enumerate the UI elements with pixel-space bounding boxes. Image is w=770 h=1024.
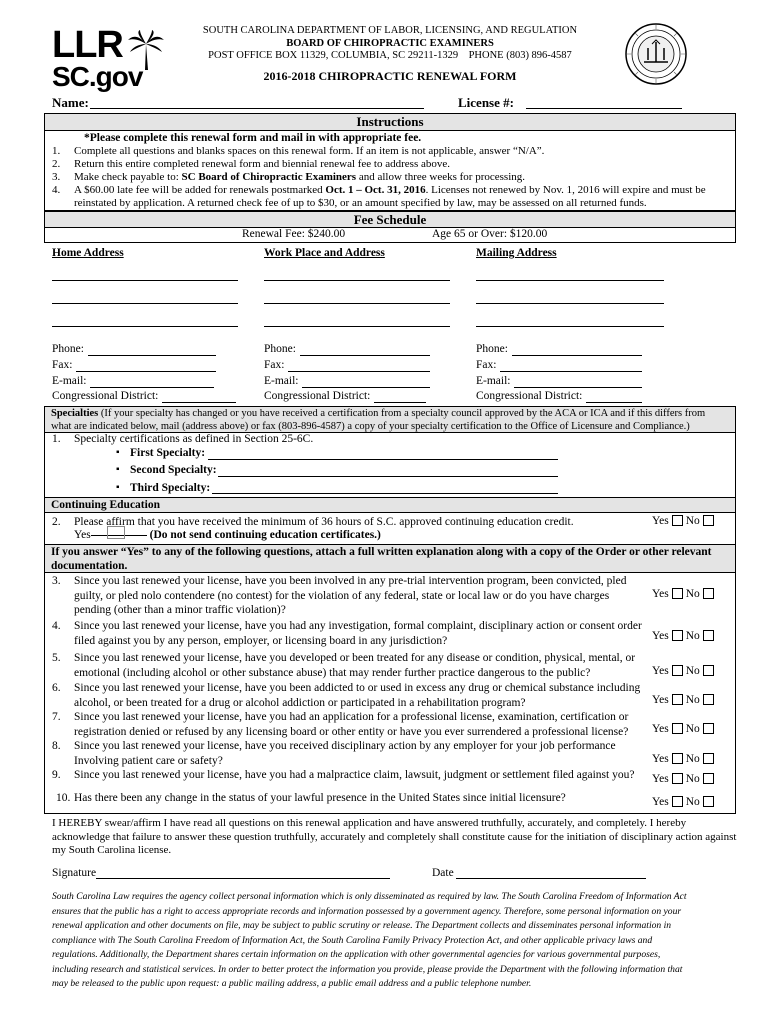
work-address-line[interactable]: [264, 303, 450, 304]
question-text-line2: alcohol, or been treated for a drug or alcohol addiction or participated in a rehabilitation program?: [74, 696, 526, 709]
yes-label: Yes: [652, 753, 669, 765]
yes-checkbox[interactable]: [672, 723, 683, 734]
no-checkbox[interactable]: [703, 588, 714, 599]
question-text: Since you last renewed your license, have you received disciplinary action by any employer for your job performance: [74, 740, 616, 752]
second-specialty-field[interactable]: [218, 476, 558, 477]
llr-logo: [52, 24, 162, 94]
question-text: Please affirm that you have received the minimum of 36 hours of S.C. approved continuing education credit.: [74, 516, 574, 528]
no-label: No: [685, 753, 700, 765]
instructions-header: [44, 113, 736, 131]
no-checkbox[interactable]: [703, 630, 714, 641]
continuing-education-heading: Continuing Education: [51, 499, 160, 511]
date-field[interactable]: [456, 878, 646, 879]
board-name: BOARD OF CHIROPRACTIC EXAMINERS: [286, 37, 494, 49]
yes-checkbox[interactable]: [672, 773, 683, 784]
work-district-field[interactable]: [374, 402, 426, 403]
instruction-text-cont: . Licenses not renewed by Nov. 1, 2016 will expire and must be: [425, 184, 706, 196]
yes-checkbox[interactable]: [672, 515, 683, 526]
question-number: 4.: [52, 620, 61, 632]
mailing-district-label: Congressional District:: [476, 390, 583, 402]
privacy-notice: [52, 890, 732, 992]
home-phone-label: Phone:: [52, 343, 84, 355]
home-address-line[interactable]: [52, 303, 238, 304]
work-email-label: E-mail:: [264, 375, 299, 387]
home-district-field[interactable]: [162, 402, 236, 403]
yes-no-pair: [652, 796, 717, 808]
no-checkbox[interactable]: [703, 773, 714, 784]
attestation-line: my South Carolina license.: [52, 844, 172, 856]
work-address-line[interactable]: [264, 280, 450, 281]
yes-label: Yes: [652, 515, 669, 527]
disclosure-heading: If you answer “Yes” to any of the following questions, attach a full written explanation along with a copy of the Order or other relevant: [51, 546, 712, 558]
fee-row: [44, 228, 736, 243]
yes-label: Yes: [652, 723, 669, 735]
privacy-line: including research and statistical services. In order to better protect the information you provide, please provide the Department with the following information that: [52, 963, 683, 975]
work-fax-field[interactable]: [288, 371, 430, 372]
yes-no-pair: [652, 773, 717, 785]
renewal-fee: Renewal Fee: $240.00: [242, 228, 346, 240]
yes-label: Yes: [652, 665, 669, 677]
question-text-line2: guilty, or pled nolo contendere (no contest) for the violation of any federal, state or local law or do you have charges: [74, 589, 610, 602]
mailing-address-line[interactable]: [476, 326, 664, 327]
instruction-text: Return this entire completed renewal form and biennial renewal fee to address above.: [74, 158, 450, 170]
question-text-line3: pending (other than a minor traffic violation)?: [74, 604, 286, 616]
instruction-number: 4.: [52, 184, 61, 196]
privacy-line: may be released to the public upon request: a public mailing address, a public email address and a public telephone number.: [52, 978, 532, 989]
no-checkbox[interactable]: [703, 515, 714, 526]
work-address-heading: Work Place and Address: [264, 247, 385, 259]
attestation-line: acknowledge that failure to answer these question truthfully, accurately and completely shall constitute cause for the initiation of disciplinary action against: [52, 830, 737, 843]
question-number: 8.: [52, 740, 61, 752]
privacy-line: regulations. Additionally, the Department shares certain information on the application with other governmental agencies for various governmental purposes,: [52, 949, 661, 960]
yes-no-pair: [652, 694, 717, 706]
question-number: 9.: [52, 769, 61, 781]
question-text-line2: filed against you by any person, employer, or licensing board in any jurisdiction?: [74, 634, 448, 647]
privacy-line: ensures that the public has a right to access appropriate records and information possessed by a government agency. Therefore, some personal information on your: [52, 905, 682, 917]
header-block: [180, 25, 600, 63]
yes-no-pair: [652, 630, 717, 642]
work-address-line[interactable]: [264, 326, 450, 327]
no-label: No: [685, 694, 700, 706]
bullet-icon: ▪: [116, 464, 120, 475]
name-label: Name:: [52, 95, 89, 110]
mailing-address-line[interactable]: [476, 303, 664, 304]
third-specialty-field[interactable]: [212, 493, 558, 494]
yes-label: Yes: [652, 630, 669, 642]
yes-no-pair: [652, 723, 717, 735]
privacy-line: South Carolina Law requires the agency collect personal information which is only disseminated as required by law. The South Carolina Freedom of Information Act: [52, 891, 687, 902]
home-phone-field[interactable]: [88, 355, 216, 356]
home-fax-label: Fax:: [52, 359, 73, 371]
specialties-label: Specialties: [51, 408, 99, 419]
yes-checkbox[interactable]: [672, 588, 683, 599]
yes-label: Yes: [652, 796, 669, 808]
llr-logo-text: LLR: [52, 24, 123, 66]
attestation: [52, 817, 736, 858]
instruction-text: Make check payable to:: [74, 171, 182, 183]
signature-label: Signature: [52, 867, 97, 879]
disclosure-heading-line2: documentation.: [51, 559, 128, 572]
yes-label: Yes: [652, 773, 669, 785]
instructions-intro: *Please complete this renewal form and mail in with appropriate fee.: [84, 132, 422, 144]
question-number: 2.: [52, 516, 61, 528]
specialties-header: [44, 406, 736, 433]
yes-no-pair: [652, 515, 717, 527]
mailing-address-heading: Mailing Address: [476, 247, 557, 259]
question-number: 1.: [52, 433, 61, 445]
first-specialty-label: First Specialty:: [130, 447, 206, 459]
yes-label: Yes: [652, 694, 669, 706]
no-label: No: [685, 723, 700, 735]
name-field[interactable]: [90, 108, 424, 109]
question-number: 10.: [56, 792, 71, 804]
yes-checkbox[interactable]: [672, 796, 683, 807]
board-address: POST OFFICE BOX 11329, COLUMBIA, SC 29211-1329 PHONE (803) 896-4587: [208, 50, 572, 61]
instruction-number: 2.: [52, 158, 61, 170]
department-name: SOUTH CAROLINA DEPARTMENT OF LABOR, LICENSING, AND REGULATION: [202, 25, 578, 36]
mailing-fax-label: Fax:: [476, 359, 497, 371]
yes-checkbox[interactable]: [672, 665, 683, 676]
ce-note: (Do not send continuing education certificates.): [149, 529, 381, 541]
mailing-phone-field[interactable]: [512, 355, 642, 356]
question-text-line2: Involving patient care or safety?: [74, 754, 223, 767]
attestation-line: I HEREBY swear/affirm I have read all questions on this renewal application and have answered truthfully, accurately, and completely. I hereby: [52, 817, 687, 829]
work-phone-label: Phone:: [264, 343, 296, 355]
home-district-label: Congressional District:: [52, 390, 159, 402]
mailing-district-field[interactable]: [586, 402, 642, 403]
specialties-note: (If your specialty has changed or you have received a certification from a specialty council approved by the ACA or ICA and if this differs from: [98, 408, 706, 419]
question-text: Since you last renewed your license, have you had an application for a professional license, examination, certification or: [74, 711, 629, 723]
question-number: 5.: [52, 652, 61, 664]
fee-schedule-header: [44, 211, 736, 228]
ce-yes-label: Yes: [74, 529, 91, 541]
yes-checkbox[interactable]: [672, 630, 683, 641]
home-email-label: E-mail:: [52, 375, 87, 387]
yes-no-pair: [652, 753, 717, 765]
license-number-field[interactable]: [526, 108, 682, 109]
yes-no-pair: [652, 588, 717, 600]
privacy-line: renewal application and other documents on file, may be subject to public scrutiny or release. The Department collects and disseminates personal information in: [52, 920, 672, 931]
age-65-fee: Age 65 or Over: $120.00: [432, 228, 548, 240]
no-label: No: [685, 796, 700, 808]
instruction-text-cont: and allow three weeks for processing.: [356, 171, 526, 183]
question-text: Since you last renewed your license, have you had any investigation, formal complaint, disciplinary action or consent order: [74, 620, 642, 632]
question-text: Since you last renewed your license, have you developed or been treated for any disease or condition, physical, mental, or: [74, 652, 636, 664]
work-fax-label: Fax:: [264, 359, 285, 371]
no-checkbox[interactable]: [703, 723, 714, 734]
form-title: 2016-2018 CHIROPRACTIC RENEWAL FORM: [263, 69, 517, 83]
home-fax-field[interactable]: [76, 371, 216, 372]
second-specialty-label: Second Specialty:: [130, 464, 217, 476]
mailing-phone-label: Phone:: [476, 343, 508, 355]
no-label: No: [685, 515, 700, 527]
instruction-number: 3.: [52, 171, 61, 183]
scgov-logo-text: SC.gov: [52, 61, 143, 92]
no-checkbox[interactable]: [703, 753, 714, 764]
question-number: 6.: [52, 682, 61, 694]
no-checkbox[interactable]: [703, 665, 714, 676]
third-specialty-label: Third Specialty:: [130, 482, 211, 494]
question-text: Since you last renewed your license, have you been involved in any pre-trial intervention program, been convicted, pled: [74, 575, 627, 587]
home-email-field[interactable]: [90, 387, 214, 388]
late-fee-dates: Oct. 1 – Oct. 31, 2016: [325, 184, 426, 196]
yes-checkbox[interactable]: [672, 694, 683, 705]
instructions-heading: Instructions: [356, 114, 424, 129]
fee-schedule-heading: Fee Schedule: [353, 212, 427, 227]
yes-checkbox[interactable]: [672, 753, 683, 764]
instruction-text-line2: reinstated by application. A returned check fee of up to $30, or an amount specified by law, may be assessed on all returned funds.: [74, 197, 647, 209]
license-label: License #:: [458, 95, 514, 110]
signature-field[interactable]: [96, 878, 390, 879]
state-seal-icon: [624, 22, 688, 86]
bullet-icon: ▪: [116, 447, 120, 458]
question-text: Since you last renewed your license, have you been addicted to or used in excess any drug or chemical substance including: [74, 682, 641, 694]
continuing-education-header: [44, 497, 736, 513]
privacy-line: compliance with The South Carolina Freedom of Information Act, the South Carolina Family Privacy Protection Act, and other applicable privacy laws and: [52, 934, 653, 946]
question-text: Specialty certifications as defined in Section 25-6C.: [74, 433, 314, 445]
work-district-label: Congressional District:: [264, 390, 371, 402]
mailing-email-label: E-mail:: [476, 375, 511, 387]
question-text-line2: emotional (including alcohol or other substance abuse) that may render further practice dangerous to the public?: [74, 666, 591, 679]
no-label: No: [685, 665, 700, 677]
home-address-line[interactable]: [52, 326, 238, 327]
work-phone-field[interactable]: [300, 355, 430, 356]
instruction-text: A $60.00 late fee will be added for renewals postmarked: [74, 184, 326, 196]
no-checkbox[interactable]: [703, 694, 714, 705]
yes-no-pair: [652, 665, 717, 677]
no-label: No: [685, 773, 700, 785]
no-label: No: [685, 630, 700, 642]
disclosure-header: [44, 544, 736, 573]
question-text: Has there been any change in the status of your lawful presence in the United States since initial licensure?: [74, 792, 566, 804]
question-text: Since you last renewed your license, have you had a malpractice claim, lawsuit, judgment or settlement filed against you?: [74, 769, 635, 781]
question-number: 7.: [52, 711, 61, 723]
mailing-fax-field[interactable]: [500, 371, 642, 372]
instruction-number: 1.: [52, 145, 61, 157]
mailing-address-line[interactable]: [476, 280, 664, 281]
question-text-line2: registration denied or refused by any licensing board or other entity or have you ever surrendered a professional license?: [74, 725, 629, 738]
question-number: 3.: [52, 575, 61, 587]
home-address-line[interactable]: [52, 280, 238, 281]
ce-yes-box[interactable]: [107, 526, 125, 539]
work-email-field[interactable]: [302, 387, 430, 388]
instruction-text: Complete all questions and blanks spaces on this renewal form. If an item is not applicable, answer “N/A”.: [74, 145, 545, 157]
bullet-icon: ▪: [116, 482, 120, 493]
specialties-note-line2: what are indicated below, mail (address above) or fax (803-896-4587) a copy of your specialty certification to the Office of Licensure and Compliance.): [51, 420, 690, 432]
date-label: Date: [432, 867, 454, 879]
yes-label: Yes: [652, 588, 669, 600]
home-address-heading: Home Address: [52, 247, 124, 259]
payee-name: SC Board of Chiropractic Examiners: [181, 171, 357, 183]
mailing-email-field[interactable]: [514, 387, 642, 388]
no-label: No: [685, 588, 700, 600]
first-specialty-field[interactable]: [208, 459, 558, 460]
no-checkbox[interactable]: [703, 796, 714, 807]
